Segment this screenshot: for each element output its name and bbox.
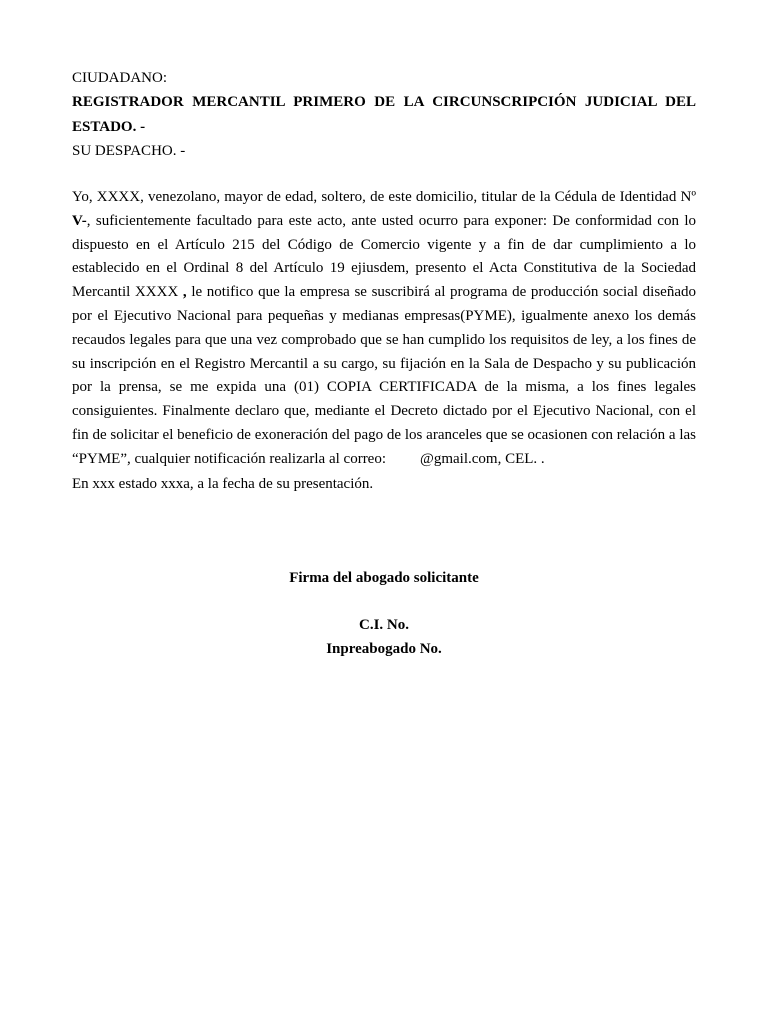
recipient-title: REGISTRADOR MERCANTIL PRIMERO DE LA CIRCUNSCRIPCIÓN JUDICIAL DEL ESTADO. - <box>72 94 696 135</box>
letter-content <box>72 66 696 496</box>
contact-email: @gmail.com, CEL. . <box>420 450 545 467</box>
closing-line: En xxx estado xxxa, a la fecha de su presentación. <box>72 475 374 492</box>
signature-ci: C.I. No. <box>358 617 409 633</box>
body-text-intro: Yo, XXXX, venezolano, mayor de edad, soltero, de este domicilio, titular de la Cédula de Identidad Nº <box>72 189 696 205</box>
signature-inpreabogado: Inpreabogado No. <box>326 641 442 657</box>
body-text-rest: le notifico que la empresa se suscribirá al programa de producción social diseñado por el Ejecutivo Nacional para pequeñas y medianas empresas(PYME), igualmente anexo los demás recaudos legales para que una vez comprobado que se han cumplido los requisitos de ley, a los fines de su inscripción en el Registro Mercantil a su cargo, su fijación en la Sala de Despacho y su publicación por la prensa, se me expida una (01) COPIA CERTIFICADA de la misma, a los fines legales consiguientes. Finalmente declaro que, mediante el Decreto dictado por el Ejecutivo Nacional, con el fin de solicitar el beneficio de exoneración del pago de los aranceles que se ocasionen con relación a las “PYME”, cualquier notificación realizarla al correo: <box>72 284 696 467</box>
signature-title: Firma del abogado solicitante <box>289 570 479 586</box>
office-line: SU DESPACHO. - <box>72 143 186 159</box>
body-paragraph <box>72 186 696 472</box>
body-text-main: , suficientemente facultado para este acto, ante usted ocurro para exponer: De conformidad con lo dispuesto en el Artículo 215 del Código de Comercio vigente y a fin de dar cumplimiento a lo establecido en el Ordinal 8 del Artículo 19 ejiusdem, presento el Acta Constitutiva de la Sociedad Mercantil XXXX <box>72 212 696 301</box>
id-prefix: V- <box>72 212 87 229</box>
salutation: CIUDADANO: <box>72 70 167 86</box>
bold-comma: , <box>182 284 187 301</box>
